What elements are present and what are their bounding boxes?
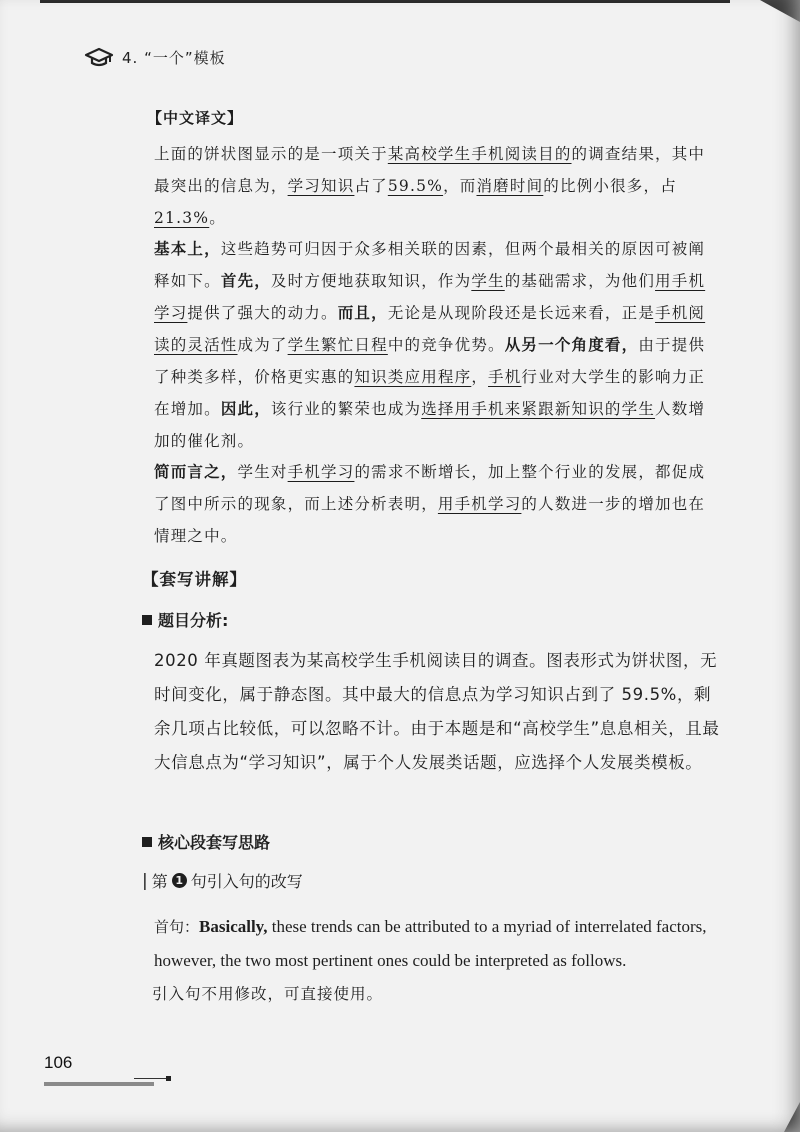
translation-paragraph-3: 简而言之，学生对手机学习的需求不断增长，加上整个行业的发展，都促成了图中所示的现象，而上述分析表明，用手机学习的人数进一步的增加也在情理之中。 <box>154 462 706 545</box>
sentence-subheading: | 第 1 句引入句的改写 <box>142 870 303 891</box>
underline-phrase: 59.5% <box>387 177 444 195</box>
chapter-title: 4. “一个”模板 <box>122 48 226 67</box>
underline-phrase: 某高校学生手机阅读目的 <box>387 145 572 163</box>
core-heading: 核心段套写思路 <box>142 830 270 853</box>
underline-phrase: 21.3% <box>154 209 210 227</box>
page-number: 106 <box>44 1053 73 1072</box>
underline-phrase: 消磨时间 <box>476 177 544 195</box>
underline-phrase: 学习知识 <box>287 177 355 195</box>
analysis-heading: 题目分析: <box>142 608 228 631</box>
translation-label: 【中文译文】 <box>147 109 244 127</box>
analysis-text: 2020 年真题图表为某高校学生手机阅读目的调查。图表形式为饼状图，无时间变化，属于静态图。其中最大的信息点为学习知识占到了 59.5%，剩余几项占比较低，可以忽略不计。由于本题是和“高校学生”息息相关，且最大信息点为“学习知识”，属于个人发展类话题，应选择个人发展类模板。 <box>154 651 720 772</box>
translation-paragraph-2: 基本上，这些趋势可归因于众多相关联的因素，但两个最相关的原因可被阐释如下。首先，及时方便地获取知识，作为学生的基础需求，为他们用手机学习提供了强大的动力。而且，无论是从现阶段还是长远来看，正是手机阅读的灵活性成为了学生繁忙日程中的竞争优势。从另一个角度看，由于提供了种类多样，价格更实惠的知识类应用程序，手机行业对大学生的影响力正在增加。因此，该行业的繁荣也成为选择用手机来紧跟新知识的学生人数增加的催化剂。 <box>154 239 706 450</box>
note-text: 引入句不用修改，可直接使用。 <box>152 985 384 1003</box>
translation-paragraph-1: 上面的饼状图显示的是一项关于某高校学生手机阅读目的的调查结果，其中最突出的信息为，学习知识占了59.5%，而消磨时间的比例小很多，占21.3%。 <box>154 145 706 227</box>
first-sentence: 首句：Basically, these trends can be attributed to a myriad of interrelated factors, however, the two most pertinent ones could be interpreted as follows. <box>154 917 707 970</box>
circled-number-icon: 1 <box>172 873 187 888</box>
explain-label: 【套写讲解】 <box>142 570 247 589</box>
